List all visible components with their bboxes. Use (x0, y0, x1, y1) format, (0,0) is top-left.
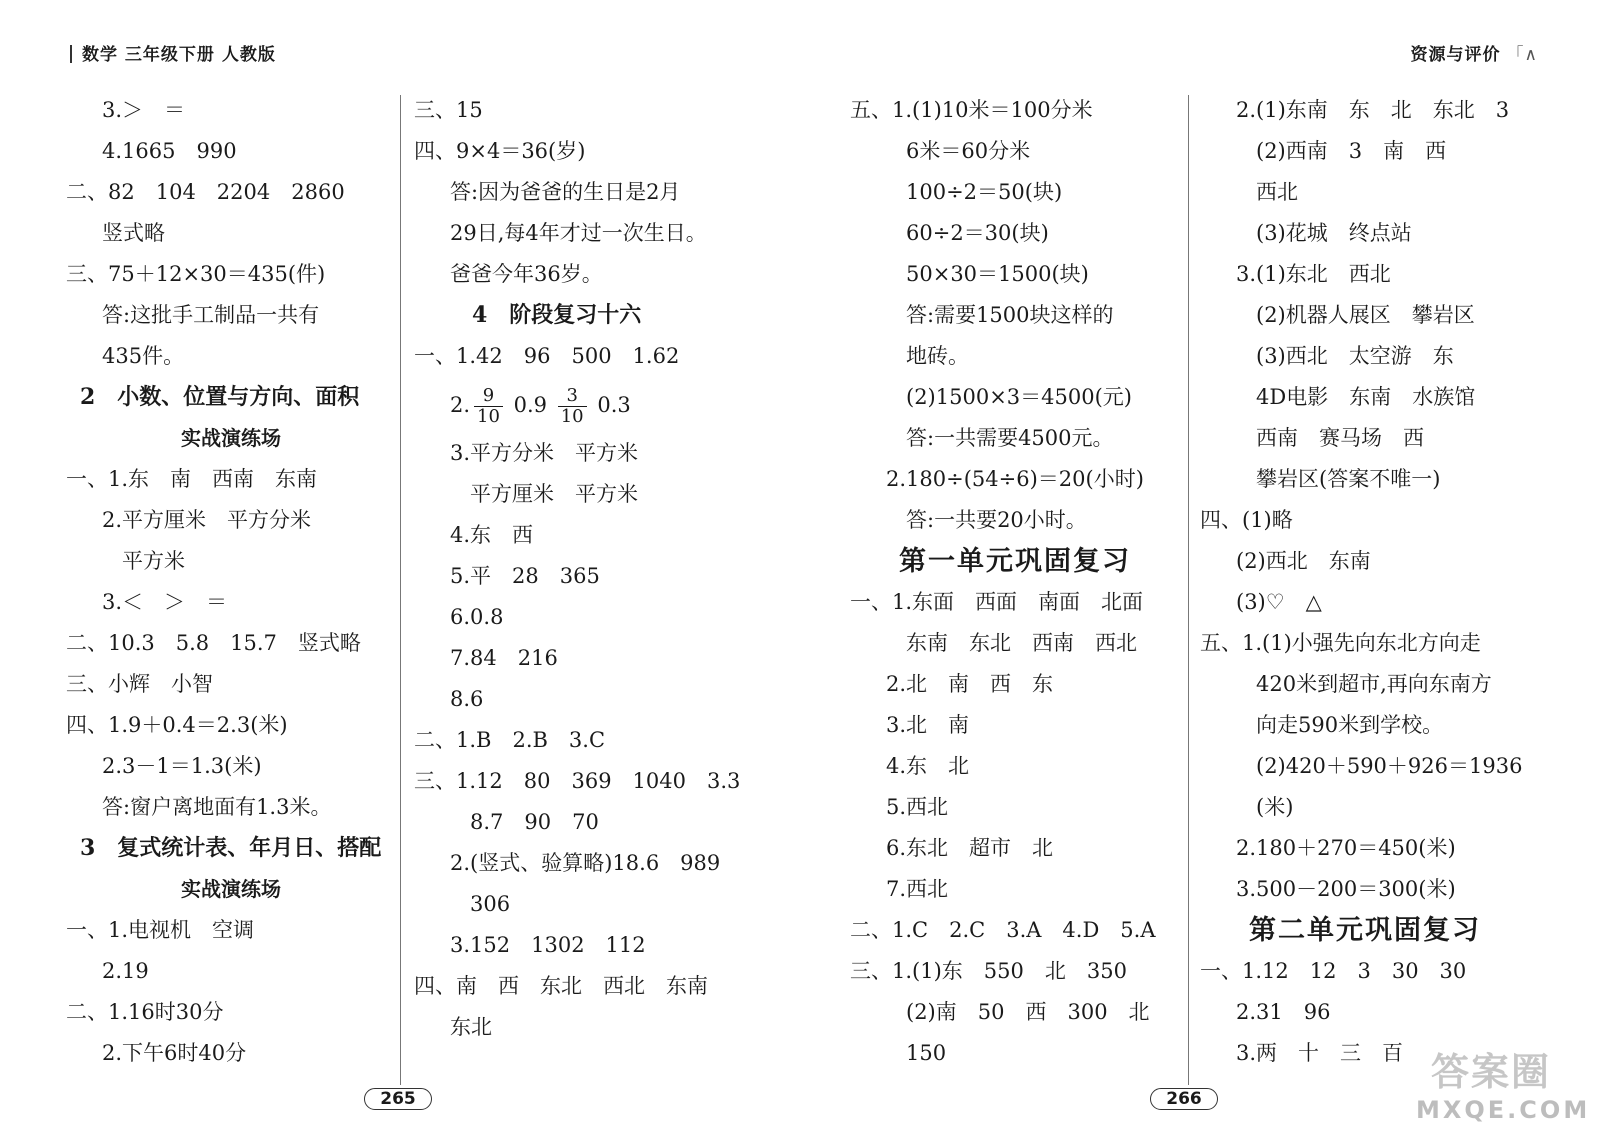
answer-line: 一、1.电视机 空调 (66, 918, 255, 942)
answer-line: 二、10.3 5.8 15.7 竖式略 (66, 631, 361, 655)
unit-review-heading: 第二单元巩固复习 (1249, 915, 1481, 946)
answer-line: 2.180÷(54÷6)＝20(小时) (886, 467, 1144, 491)
answer-line: 二、1.16时30分 (66, 1000, 224, 1024)
decimal-value: 0.3 (597, 393, 631, 417)
answer-line: 50×30＝1500(块) (906, 262, 1089, 286)
answer-line: 三、75＋12×30＝435(件) (66, 262, 326, 286)
answer-line: 三、15 (414, 98, 483, 122)
answer-line: 一、1.42 96 500 1.62 (414, 344, 680, 368)
watermark-logo (1416, 1041, 1591, 1124)
answer-line: 3.＞ ＝ (102, 98, 186, 122)
header-bar (70, 45, 72, 63)
answer-line: 3.两 十 三 百 (1236, 1041, 1404, 1065)
answer-line: (2)420＋590＋926＝1936 (1256, 754, 1523, 778)
answer-line: 平方厘米 平方米 (470, 482, 638, 506)
answer-line: 答:因为爸爸的生日是2月 (450, 180, 681, 204)
answer-line: 地砖。 (906, 344, 969, 368)
answer-line: 五、1.(1)小强先向东北方向走 (1200, 631, 1481, 655)
answer-line: 三、1.12 80 369 1040 3.3 (414, 769, 741, 793)
answer-line: (2)南 50 西 300 北 (906, 1000, 1150, 1024)
answer-line: 2.31 96 (1236, 1000, 1331, 1024)
answer-line: 60÷2＝30(块) (906, 221, 1049, 245)
answer-line: 2.(竖式、验算略)18.6 989 (450, 851, 721, 875)
answer-line: (3)西北 太空游 东 (1256, 344, 1454, 368)
answer-line: 8.6 (450, 687, 484, 711)
decimal-value: 0.9 (513, 393, 548, 417)
answer-line: 二、1.C 2.C 3.A 4.D 5.A (850, 918, 1156, 942)
subsection-heading: 实战演练场 (181, 426, 281, 450)
answer-line: 东南 东北 西南 西北 (906, 631, 1137, 655)
answer-line: 答:一共要20小时。 (906, 508, 1087, 532)
answer-line: 6.东北 超市 北 (886, 836, 1054, 860)
answer-line: (2)西北 东南 (1236, 549, 1371, 573)
answer-line: 4D电影 东南 水族馆 (1256, 385, 1476, 409)
corner-mark-icon: 「∧ (1506, 45, 1538, 65)
answer-line: 五、1.(1)10米＝100分米 (850, 98, 1093, 122)
answer-line: 2.19 (102, 959, 149, 983)
fraction-denominator: 10 (477, 406, 500, 427)
answer-line: 西南 赛马场 西 (1256, 426, 1424, 450)
answer-line: 6米＝60分米 (906, 139, 1031, 163)
answer-line: 平方米 (122, 549, 185, 573)
answer-line: 一、1.东 南 西南 东南 (66, 467, 318, 491)
answer-column-1 (66, 90, 396, 1080)
answer-line: 东北 (450, 1015, 492, 1039)
answer-line: 2.(1)东南 东 北 东北 3 (1236, 98, 1510, 122)
book-title: 数学 三年级下册 人教版 (82, 45, 276, 65)
answer-line: 4.东 北 (886, 754, 970, 778)
column-divider (1188, 95, 1189, 1085)
answer-line: 2.下午6时40分 (102, 1041, 247, 1065)
answer-line: 150 (906, 1041, 947, 1065)
subsection-heading: 实战演练场 (181, 877, 281, 901)
answer-line: 爸爸今年36岁。 (450, 262, 603, 286)
answer-line: 3.平方分米 平方米 (450, 441, 639, 465)
answer-line: 4.1665 990 (102, 139, 237, 163)
answer-line: 3.北 南 (886, 713, 970, 737)
page-number-left: 265 (368, 1086, 428, 1112)
answer-line: 四、(1)略 (1200, 508, 1293, 532)
answer-line: 3.＜ ＞ ＝ (102, 590, 228, 614)
answer-line: 答:一共需要4500元。 (906, 426, 1114, 450)
answer-line: 6.0.8 (450, 605, 504, 629)
answer-line: 三、1.(1)东 550 北 350 (850, 959, 1127, 983)
page-header-right (1411, 40, 1538, 65)
answer-line: 5.平 28 365 (450, 564, 600, 588)
answer-line: 29日,每4年才过一次生日。 (450, 221, 707, 245)
answer-line: 3.500－200＝300(米) (1236, 877, 1456, 901)
answer-column-3 (850, 90, 1180, 1080)
answer-line: 三、小辉 小智 (66, 672, 213, 696)
watermark-url: MXQE.COM (1416, 1096, 1591, 1124)
answer-line: 7.84 216 (450, 646, 558, 670)
section-heading: 3 复式统计表、年月日、搭配 (80, 835, 382, 861)
section-heading: 4 阶段复习十六 (472, 302, 642, 328)
answer-line: (2)西南 3 南 西 (1256, 139, 1447, 163)
answer-line: 答:窗户离地面有1.3米。 (102, 795, 332, 819)
answer-line: 2.180＋270＝450(米) (1236, 836, 1456, 860)
answer-line: 420米到超市,再向东南方 (1256, 672, 1492, 696)
answer-line: 答:这批手工制品一共有 (102, 303, 320, 327)
answer-line: (2)1500×3＝4500(元) (906, 385, 1132, 409)
answer-line: 竖式略 (102, 221, 165, 245)
fraction (474, 386, 503, 427)
answer-line: 攀岩区(答案不唯一) (1256, 467, 1441, 491)
fraction (558, 386, 587, 427)
answer-line: 7.西北 (886, 877, 949, 901)
answer-line: 答:需要1500块这样的 (906, 303, 1114, 327)
answer-line: 306 (470, 892, 511, 916)
answer-line: 5.西北 (886, 795, 949, 819)
answer-line: 2.平方厘米 平方分米 (102, 508, 312, 532)
watermark-text: 答案圈 (1430, 1050, 1551, 1094)
answer-line: 向走590米到学校。 (1256, 713, 1444, 737)
answer-line: 4.东 西 (450, 523, 534, 547)
answer-line: 四、南 西 东北 西北 东南 (414, 974, 708, 998)
series-title: 资源与评价 (1410, 45, 1501, 65)
answer-line: 8.7 90 70 (470, 810, 599, 834)
answer-line: 一、1.东面 西面 南面 北面 (850, 590, 1144, 614)
answer-line: 435件。 (102, 344, 185, 368)
answer-line: 西北 (1256, 180, 1298, 204)
answer-line-fractions (414, 377, 752, 433)
fraction-numerator: 9 (474, 386, 503, 407)
item-prefix: 2. (450, 393, 471, 417)
fraction-numerator: 3 (558, 386, 587, 407)
answer-line: 四、1.9＋0.4＝2.3(米) (66, 713, 288, 737)
answer-line: (3)花城 终点站 (1256, 221, 1412, 245)
answer-line: 100÷2＝50(块) (906, 180, 1063, 204)
fraction-denominator: 10 (560, 406, 584, 427)
unit-review-heading: 第一单元巩固复习 (899, 546, 1131, 577)
answer-line: 四、9×4＝36(岁) (414, 139, 586, 163)
answer-line: (3)♡ △ (1236, 590, 1322, 614)
answer-line: 2.3－1＝1.3(米) (102, 754, 262, 778)
section-heading: 2 小数、位置与方向、面积 (80, 384, 360, 410)
answer-line: 3.152 1302 112 (450, 933, 646, 957)
page-number-right: 266 (1154, 1086, 1214, 1112)
answer-column-4 (1200, 90, 1530, 1080)
answer-line: 二、82 104 2204 2860 (66, 180, 345, 204)
answer-line: 一、1.12 12 3 30 30 (1200, 959, 1467, 983)
answer-line: (米) (1256, 795, 1294, 819)
answer-line: (2)机器人展区 攀岩区 (1256, 303, 1475, 327)
answer-line: 3.(1)东北 西北 (1236, 262, 1391, 286)
answer-line: 2.北 南 西 东 (886, 672, 1054, 696)
page-header-left (70, 40, 276, 65)
answer-line: 二、1.B 2.B 3.C (414, 728, 606, 752)
column-divider (400, 95, 401, 1085)
answer-column-2 (414, 90, 752, 1080)
